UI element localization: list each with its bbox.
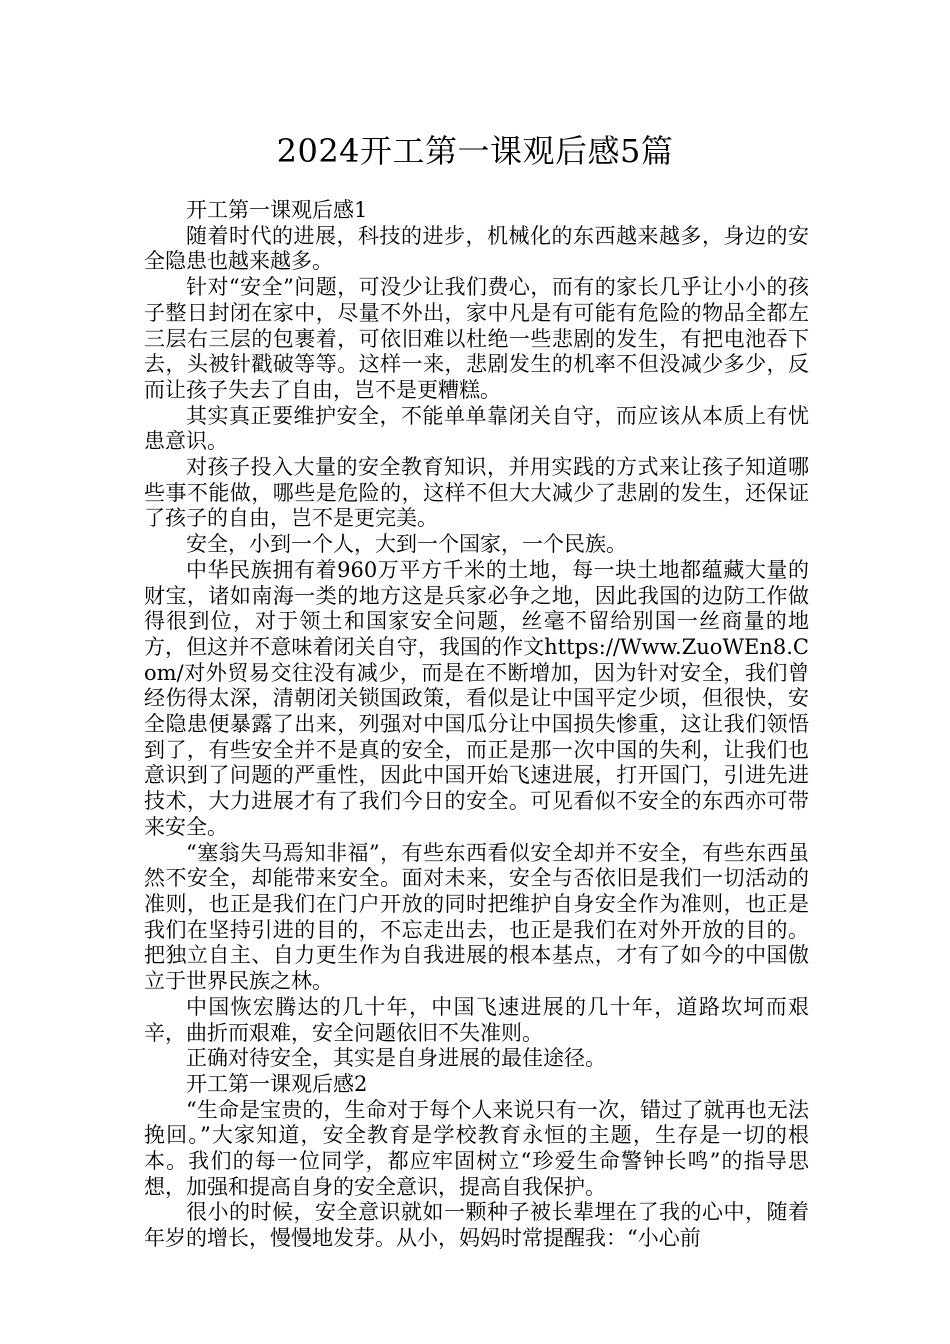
document-title: 2024开工第一课观后感5篇 [276,132,674,170]
document-body [144,198,809,1252]
paragraph: 很小的时候，安全意识就如一颗种子被长辈埋在了我的心中，随着年岁的增长，慢慢地发芽。从小，妈妈时常提醒我：“小心前 [144,1200,809,1251]
section-heading: 开工第一课观后感2 [186,1071,368,1096]
paragraph: 其实真正要维护安全，不能单单靠闭关自守，而应该从本质上有忧患意识。 [144,403,809,454]
paragraph: “生命是宝贵的，生命对于每个人来说只有一次，错过了就再也无法挽回。”大家知道，安全教育是学校教育永恒的主题，生存是一切的根本。我们的每一位同学，都应牢固树立“珍爱生命警钟长鸣”的指导思想，加强和提高自身的安全意识，提高自我保护。 [144,1097,809,1199]
paragraph: 对孩子投入大量的安全教育知识，并用实践的方式来让孩子知道哪些事不能做，哪些是危险的，这样不但大大减少了悲剧的发生，还保证了孩子的自由，岂不是更完美。 [144,455,809,531]
section-heading: 开工第一课观后感1 [186,198,368,222]
paragraph: 中华民族拥有着960万平方千米的土地，每一块土地都蕴藏大量的财宝，诸如南海一类的地方这是兵家必争之地，因此我国的边防工作做得很到位，对于领土和国家安全问题，丝毫不留给别国一丝商量的地方，但这并不意味着闭关自守，我国的作文https://Www.ZuoWEn8.Com/对外贸易交往没有减少，而是在不断增加，因为针对安全，我们曾经伤得太深，清朝闭关锁国政策，看似是让中国平定少顷，但很快，安全隐患便暴露了出来，列强对中国瓜分让中国损失惨重，这让我们领悟到了，有些安全并不是真的安全，而正是那一次中国的失利，让我们也意识到了问题的严重性，因此中国开始飞速进展，打开国门，引进先进技术，大力进展才有了我们今日的安全。可见看似不安全的东西亦可带来安全。 [144,557,809,839]
paragraph: 随着时代的进展，科技的进步，机械化的东西越来越多，身边的安全隐患也越来越多。 [144,223,809,274]
paragraph: “塞翁失马焉知非福”，有些东西看似安全却并不安全，有些东西虽然不安全，却能带来安全。面对未来，安全与否依旧是我们一切活动的准则，也正是我们在门户开放的同时把维护自身安全作为准则，也正是我们在坚持引进的目的，不忘走出去，也正是我们在对外开放的目的。把独立自主、自力更生作为自我进展的根本基点，才有了如今的中国傲立于世界民族之林。 [144,840,809,994]
paragraph: 针对“安全”问题，可没少让我们费心，而有的家长几乎让小小的孩子整日封闭在家中，尽量不外出，家中凡是有可能有危险的物品全都左三层右三层的包裹着，可依旧难以杜绝一些悲剧的发生，有把电池吞下去，头被针戳破等等。这样一来，悲剧发生的机率不但没减少多少，反而让孩子失去了自由，岂不是更糟糕。 [144,275,809,402]
paragraph: 正确对待安全，其实是自身进展的最佳途径。 [186,1046,606,1071]
paragraph: 安全，小到一个人，大到一个国家，一个民族。 [186,532,627,557]
paragraph: 中国恢宏腾达的几十年，中国飞速进展的几十年，道路坎坷而艰辛，曲折而艰难，安全问题依旧不失准则。 [144,994,809,1045]
